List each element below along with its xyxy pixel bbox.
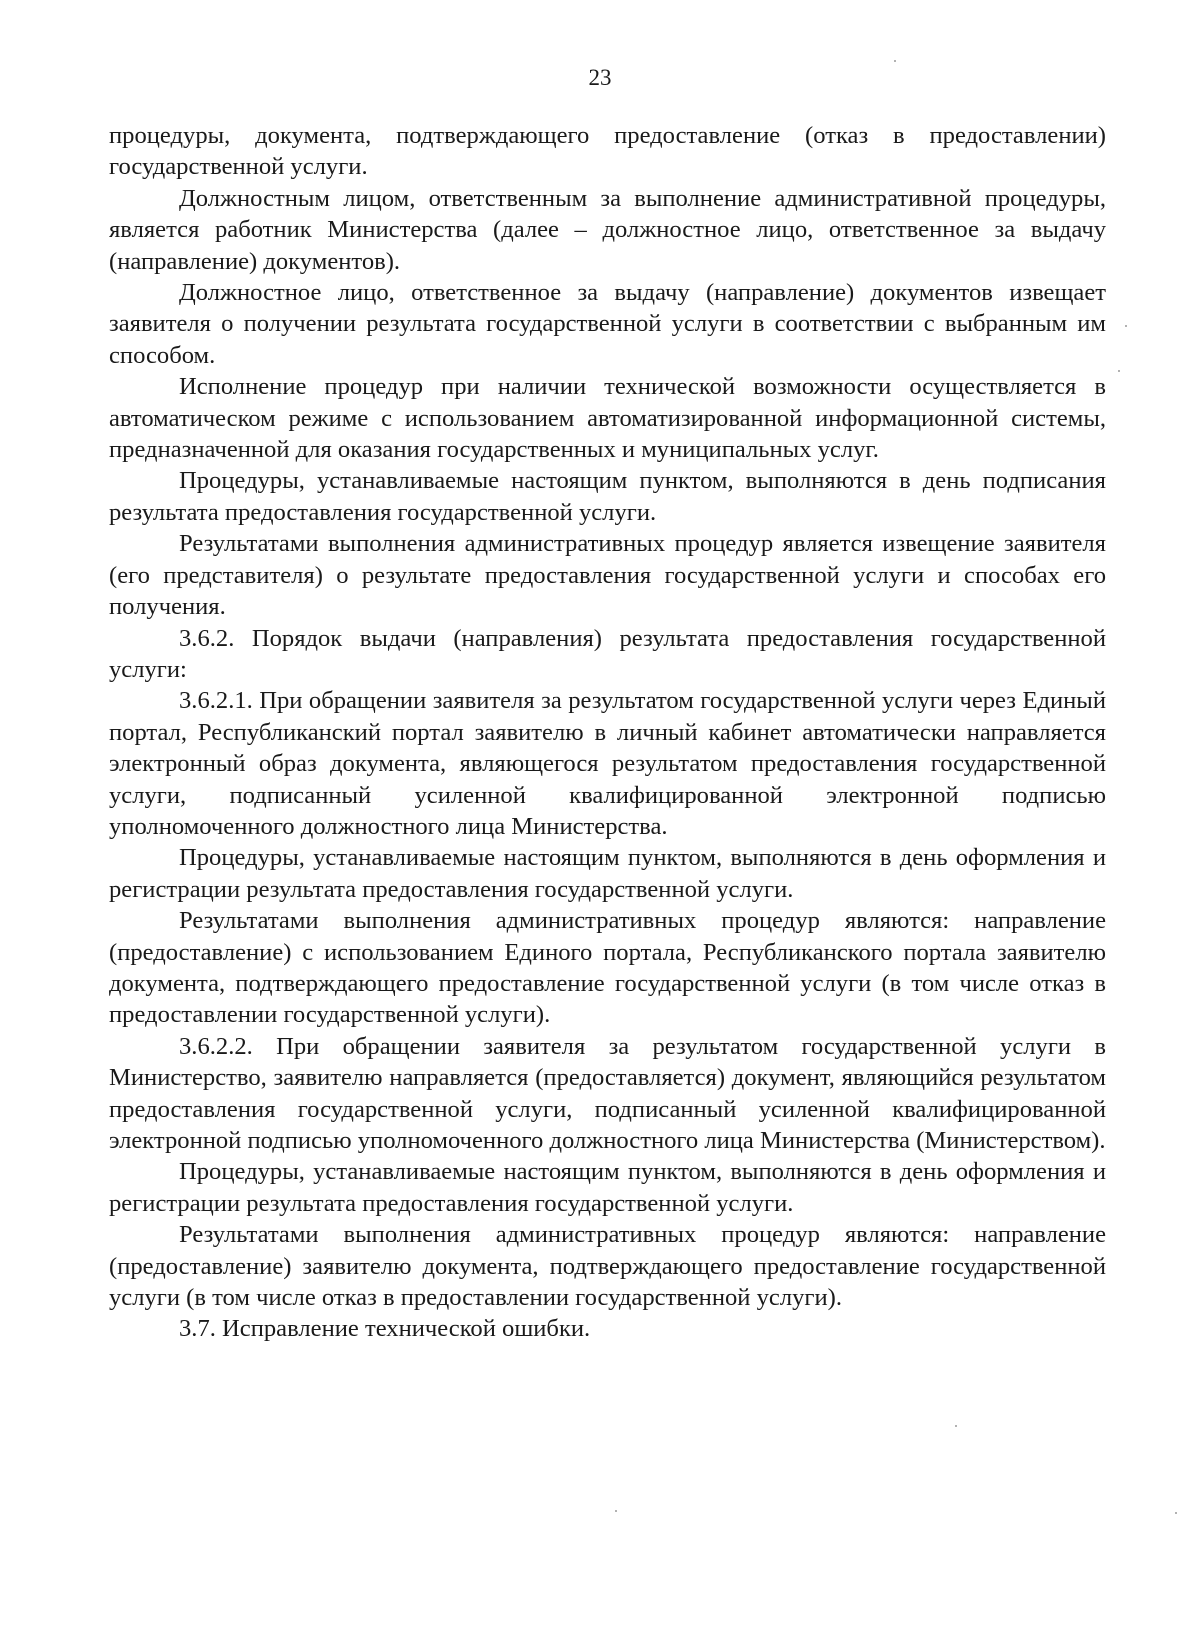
- scan-speck: [615, 1510, 617, 1512]
- paragraph-procedure-timing-2: Процедуры, устанавливаемые настоящим пунктом, выполняются в день оформления и регистрации результата предоставления государственной услуги.: [109, 844, 1106, 903]
- section-3-7-heading: 3.7. Исправление технической ошибки.: [179, 1315, 591, 1343]
- document-body: [109, 120, 1106, 1345]
- scan-speck: [894, 60, 896, 62]
- paragraph-notification: Должностное лицо, ответственное за выдачу (направление) документов извещает заявителя о получении результата государственной услуги в соответствии с выбранным им способом.: [109, 279, 1106, 369]
- scan-speck: [1125, 325, 1127, 327]
- section-3-6-2-heading: 3.6.2. Порядок выдачи (направления) результата предоставления государственной услуги:: [109, 624, 1106, 683]
- section-3-6-2-2: 3.6.2.2. При обращении заявителя за результатом государственной услуги в Министерство, заявителю направляется (предоставляется) документ, являющийся результатом предоставления государственной услуги, подписанный усиленной квалифицированной электронной подписью уполномоченного должностного лица Министерства (Министерством).: [109, 1032, 1106, 1154]
- section-3-6-2-1: 3.6.2.1. При обращении заявителя за результатом государственной услуги через Единый портал, Республиканский портал заявителю в личный кабинет автоматически направляется электронный образ документа, являющегося результатом предоставления государственной услуги, подписанный усиленной квалифицированной электронной подписью уполномоченного должностного лица Министерства.: [109, 687, 1106, 840]
- paragraph-procedure-timing-3: Процедуры, устанавливаемые настоящим пунктом, выполняются в день оформления и регистрации результата предоставления государственной услуги.: [109, 1158, 1106, 1217]
- scan-speck: [955, 1425, 957, 1427]
- scan-speck: [1118, 370, 1120, 372]
- paragraph-results-ministry: Результатами выполнения административных процедур являются: направление (предоставление) заявителю документа, подтверждающего предоставление государственной услуги (в том числе отказ в предоставлении государственной услуги).: [109, 1221, 1106, 1312]
- paragraph-responsible-official: Должностным лицом, ответственным за выполнение административной процедуры, является работник Министерства (далее – должностное лицо, ответственное за выдачу (направление) документов).: [109, 184, 1106, 275]
- paragraph-procedure-timing: Процедуры, устанавливаемые настоящим пунктом, выполняются в день подписания результата предоставления государственной услуги.: [109, 467, 1106, 526]
- page-number: 23: [588, 65, 612, 90]
- paragraph-continuation: процедуры, документа, подтверждающего предоставление (отказ в предоставлении) государственной услуги.: [109, 122, 1106, 181]
- paragraph-results-notice: Результатами выполнения административных процедур является извещение заявителя (его представителя) о результате предоставления государственной услуги и способах его получения.: [109, 530, 1106, 621]
- paragraph-results-portal: Результатами выполнения административных процедур являются: направление (предоставление) с использованием Единого портала, Республиканского портала заявителю документа, подтверждающего предоставление государственной услуги (в том числе отказ в предоставлении государственной услуги).: [109, 907, 1106, 1029]
- paragraph-automatic-mode: Исполнение процедур при наличии технической возможности осуществляется в автоматическом режиме с использованием автоматизированной информационной системы, предназначенной для оказания государственных и муниципальных услуг.: [109, 373, 1106, 464]
- scan-speck: [1175, 1512, 1177, 1514]
